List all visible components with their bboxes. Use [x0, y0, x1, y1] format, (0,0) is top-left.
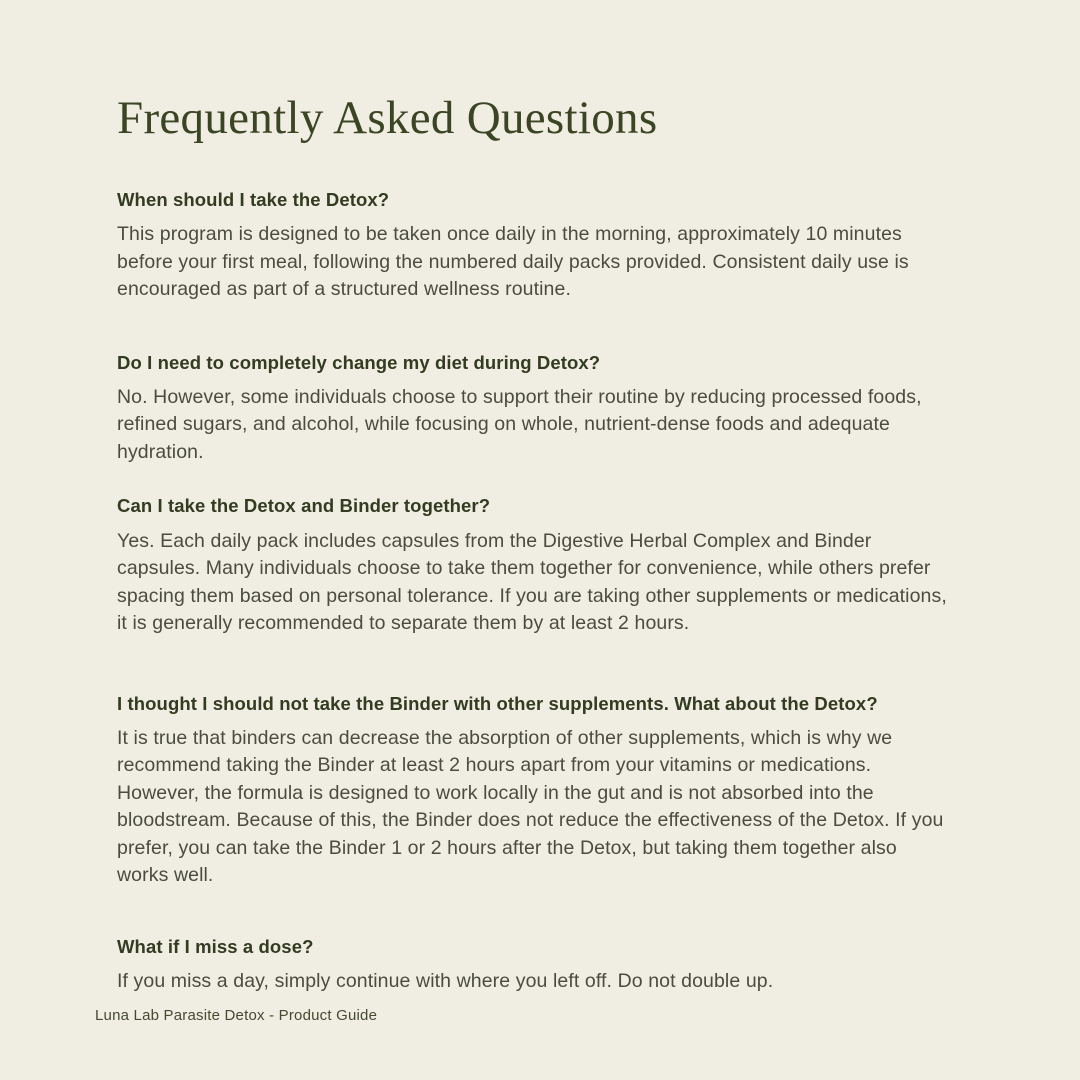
faq-answer: If you miss a day, simply continue with where you left off. Do not double up. — [117, 969, 774, 992]
faq-answer: Yes. Each daily pack includes capsules from the Digestive Herbal Complex and Binder capsules. Many individuals choose to take them together for convenience, while others prefer spacing them based on personal tolerance. If you are taking other supplements or medications, it is generally recommended to separate them by at least 2 hours. — [117, 529, 947, 635]
faq-question: Do I need to completely change my diet during Detox? — [117, 351, 601, 373]
faq-question: I thought I should not take the Binder with other supplements. What about the Detox? — [117, 692, 878, 714]
faq-answer: This program is designed to be taken once daily in the morning, approximately 10 minutes before your first meal, following the numbered daily packs provided. Consistent daily use is encouraged as part of a structured wellness routine. — [117, 223, 909, 301]
faq-question: Can I take the Detox and Binder together? — [117, 495, 491, 517]
page-title: Frequently Asked Questions — [117, 92, 658, 144]
faq-question: When should I take the Detox? — [117, 189, 390, 210]
faq-question: What if I miss a dose? — [117, 935, 314, 957]
faq-item — [117, 352, 947, 467]
faq-page — [117, 0, 947, 995]
faq-item — [117, 495, 947, 637]
faq-list — [117, 189, 947, 995]
faq-item — [117, 936, 947, 996]
faq-answer: It is true that binders can decrease the absorption of other supplements, which is why we recommend taking the Binder at least 2 hours apart from your vitamins or medications. However, the formula is designed to work locally in the gut and is not absorbed into the bloodstream. Because of this, the Binder does not reduce the effectiveness of the Detox. If you prefer, you can take the Binder 1 or 2 hours after the Detox, but taking them together also works well. — [117, 726, 944, 887]
faq-item — [117, 189, 947, 304]
footer-product-guide-label: Luna Lab Parasite Detox - Product Guide — [95, 1007, 378, 1024]
faq-item — [117, 693, 947, 890]
faq-answer: No. However, some individuals choose to support their routine by reducing processed foods, refined sugars, and alcohol, while focusing on whole, nutrient-dense foods and adequate hydration. — [117, 385, 922, 463]
